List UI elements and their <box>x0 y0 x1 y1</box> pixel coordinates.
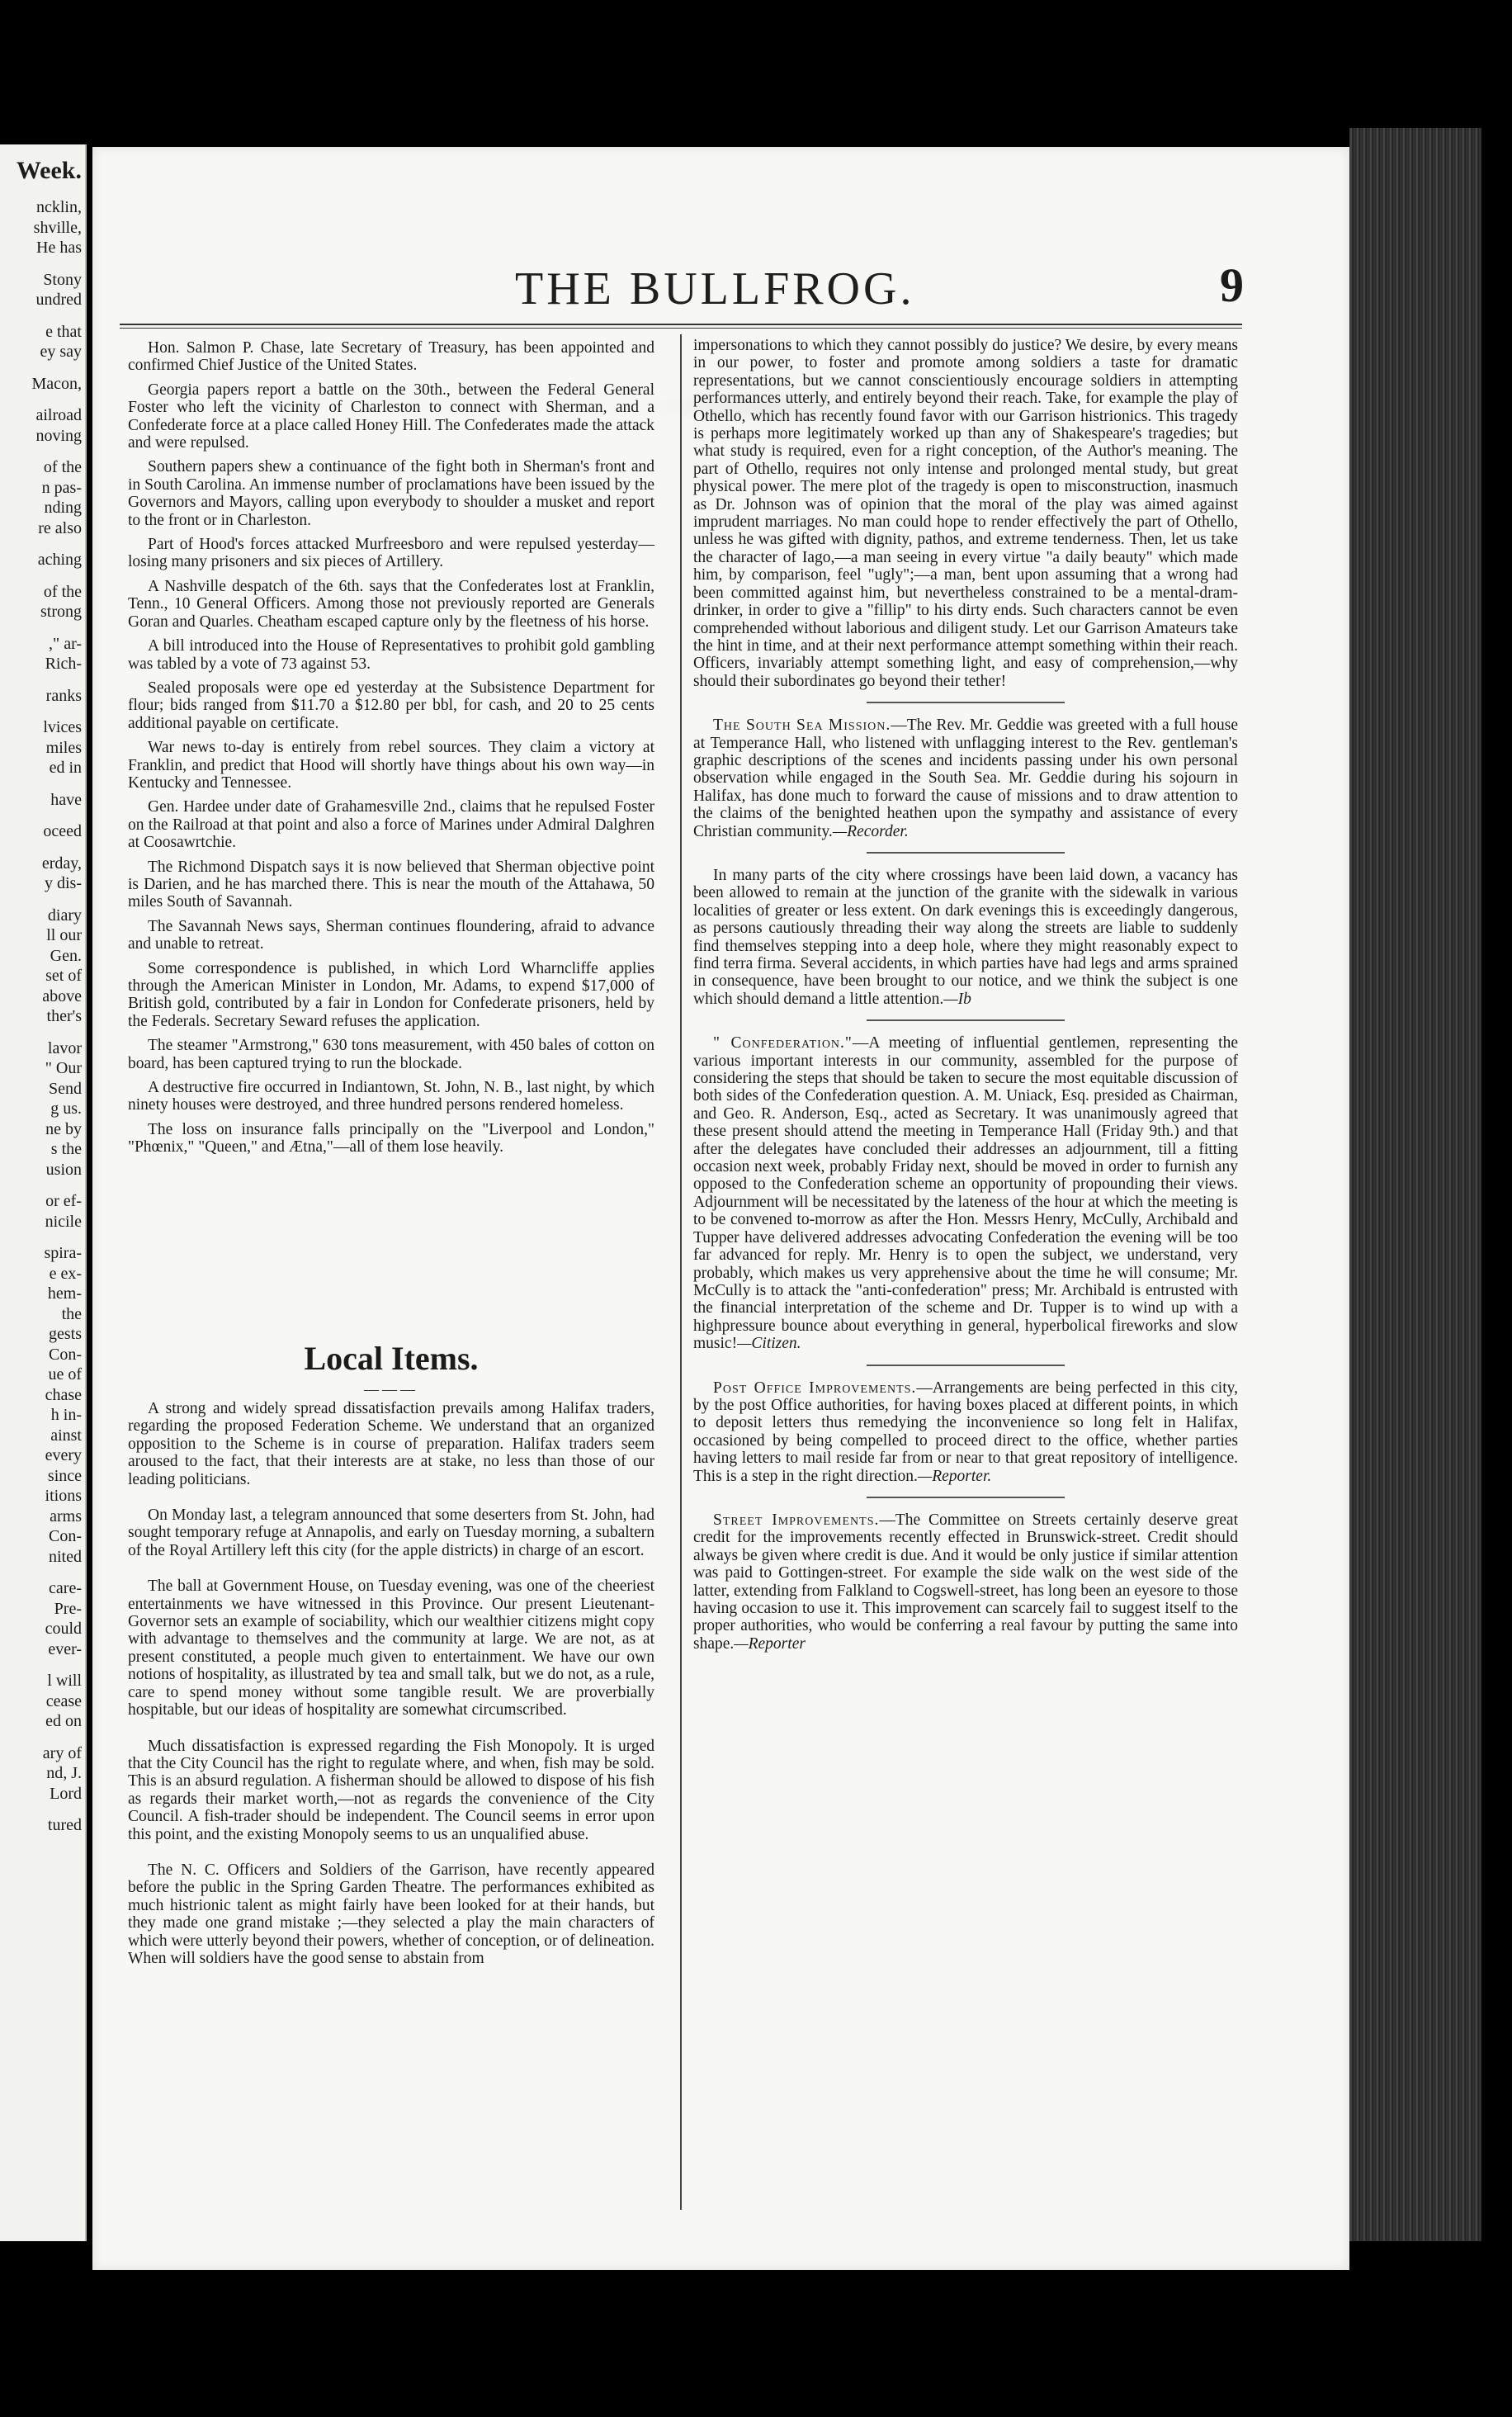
left-page-fragment: undred <box>35 291 82 309</box>
heading-dash: ——— <box>364 1381 418 1398</box>
left-page-fragment: s the <box>50 1140 82 1158</box>
left-page-fragment: since <box>47 1466 82 1485</box>
news-item: War news to-day is entirely from rebel sources. They claim a victory at Franklin, and predict that Hood will shortly have things about his own way—in Kentucky and Tennessee. <box>128 739 654 792</box>
left-page-fragment: chase <box>45 1385 82 1404</box>
left-page-fragment: could <box>45 1620 82 1638</box>
left-page-fragment: care- <box>49 1579 82 1597</box>
article-body: In many parts of the city where crossings have been laid down, a vacancy has been allowed to remain at the junction of the granite with the sidewalk in various localities of greater or less extent. On dark evenings this is exceedingly dangerous, as persons cautiously threading their way along the streets are liable to suddenly find themselves stepping into a deep hole, where they might reasonably expect to find terra firma. Several accidents, in which parties have had legs and arms sprained in consequence, have been brought to our notice, and we think the subject is one which should demand a little attention. <box>693 866 1238 1008</box>
left-page-fragment: of the <box>43 458 82 476</box>
left-page-fragment: of the <box>43 582 82 601</box>
article-body: —Arrangements are being perfected in this city, by the post Office authorities, for having boxes placed at different points, in which to deposit letters thus remedying the inconvenience so long felt in Halifax, occasioned by being compelled to proceed direct to the office, whether parties having letters to mail reside far from or near to that great repository of intelligence. This is a step in the right direction. <box>693 1379 1238 1485</box>
left-page-fragment: ue of <box>48 1365 82 1384</box>
left-page-fragment: nited <box>49 1547 82 1566</box>
article-separator <box>867 1365 1065 1366</box>
left-page-fragment: y dis- <box>45 874 82 892</box>
left-page-fragment: ther's <box>46 1007 82 1025</box>
left-page-fragment: arms <box>50 1506 82 1525</box>
left-page-fragment: tured <box>47 1816 82 1834</box>
left-page-fragment: hem- <box>47 1284 82 1303</box>
news-item: Hon. Salmon P. Chase, late Secretary of Treasury, has been appointed and confirmed Chief Justice of the United States. <box>128 339 654 375</box>
left-page-fragment: Send <box>49 1079 82 1098</box>
article-separator <box>867 1019 1065 1021</box>
left-page-fragment: gests <box>49 1325 82 1343</box>
article-source: —Recorder. <box>832 822 909 840</box>
left-page-fragment: l will <box>47 1672 82 1690</box>
article-source: —Citizen. <box>737 1335 801 1353</box>
news-item: A destructive fire occurred in Indiantown, St. John, N. B., last night, by which ninety houses were destroyed, and three hundred persons rendered homeless. <box>128 1079 654 1114</box>
left-page-fragment: ranks <box>45 686 82 705</box>
page-edges <box>1349 128 1481 2241</box>
article-head: The South Sea Mission. <box>713 717 891 735</box>
left-page-fragment: every <box>45 1446 82 1464</box>
left-page-margin <box>0 144 87 2241</box>
left-page-fragment: have <box>50 790 82 809</box>
left-page-fragment: or ef- <box>45 1192 82 1210</box>
news-item: A bill introduced into the House of Representatives to prohibit gold gambling was tabled by a vote of 73 against 53. <box>128 637 654 673</box>
left-page-fragment: Con- <box>49 1527 82 1545</box>
left-page-fragment: diary <box>47 906 82 925</box>
article-confederation <box>693 1034 1238 1352</box>
local-item: On Monday last, a telegram announced that some deserters from St. John, had sought temporary refuge at Annapolis, and early on Tuesday morning, a subaltern of the Royal Artillery left this city (for the apple districts) in charge of an escort. <box>128 1506 654 1559</box>
article-head: Street Improvements. <box>713 1511 880 1529</box>
continuation-text: impersonations to which they cannot possibly do justice? We desire, by every means in our power, to foster and promote among soldiers a taste for dramatic representations, but we cannot conscientiously encourage soldiers in attempting performances utterly, and entirely beyond their reach. Take, for example the play of Othello, which has recently found favor with our Garrison histrionics. This tragedy is perhaps more legitimately worked up than any of Shakespeare's tragedies; but what study is required, even for a right conception, of the Author's meaning. The part of Othello, requires not only intense and prolonged mental study, but great physical power. The mere plot of the tragedy is open to misconstruction, inasmuch as Dr. Johnson was of opinion that the moral of the play was aimed against imprudent marriages. No man could hope to render effectively the part of Othello, unless he was gifted with dignity, pathos, and extreme tenderness. Then, let us take the character of Iago,—a man seeing in every virtue "a daily beauty" which made him, by comparison, feel "ugly";—a man, bent upon assuming that a wrong had been committed against him, but nevertheless constrained to be a mental-dram-drinker, in order to give a "fillip" to his dirty ends. Such characters cannot be even comprehended without laborious and diligent study. Let our Garrison Amateurs take the hint in time, and at their next performance attempt something within their reach. Officers, invariably attempt something light, and easy of comprehension,—why should their subordinates go beyond their tether! <box>693 337 1238 690</box>
news-item: Part of Hood's forces attacked Murfreesboro and were repulsed yesterday—losing many prisoners and six pieces of Artillery. <box>128 536 654 571</box>
local-item: Much dissatisfaction is expressed regarding the Fish Monopoly. It is urged that the City Council has the right to regulate where, and when, fish may be sold. This is an absurd regulation. A fisherman should be allowed to dispose of his fish as regards their market worth,—not as regards the convenience of the City Council. A fish-trader should be independent. The Council seems in error upon this point, and the existing Monopoly seems to us an unqualified abuse. <box>128 1737 654 1843</box>
left-page-fragment: ailroad <box>35 406 82 424</box>
left-page-fragment: h in- <box>50 1406 82 1424</box>
article-source: —Reporter <box>734 1634 806 1653</box>
left-page-fragment: ncklin, <box>36 198 82 216</box>
left-page-fragment: re also <box>38 518 82 537</box>
article-body: —A meeting of influential gentlemen, representing the various important interests in our community, assembled for the purpose of considering the steps that should be taken to secure the most equitable discussion of both sides of the Confederation question. A. M. Uniack, Esq. presided as Chairman, and Geo. R. Anderson, Esq., acted as Secretary. It was unanimously agreed that these present should attend the meeting in Temperance Hall (Friday 9th.) and that after the delegates have concluded their addresses an adjournment, till a fitting occasion next week, probably Friday next, should be moved in order to furnish any opposed to the Confederation scheme an opportunity of propounding their views. Adjournment will be necessitated by the lateness of the hour at which the meeting is to be convened to-morrow as after the Hon. Messrs Henry, McCully, Archibald and Tupper have delivered addresses advocating Confederation the evening will be too far advanced for reply. Mr. Henry is to open the subject, we understand, very probably, which makes us very apprehensive about the time he will consume; Mr. McCully is to attack the "anti-confederation" press; Mr. Archibald is entrusted with the financial interpretation of the scheme and Dr. Tupper is to wind up with a highpressure bounce about everything in general, hyperbolical fireworks and slow music! <box>693 1034 1238 1353</box>
left-page-fragment: Pre- <box>54 1599 82 1618</box>
news-item: Georgia papers report a battle on the 30th., between the Federal General Foster who left the vicinity of Charleston to connect with Sherman, and a Confederate force at a place called Honey Hill. The Confederates made the attack and were repulsed. <box>128 381 654 452</box>
left-page-fragment: noving <box>35 426 82 445</box>
left-page-fragment: ed on <box>45 1712 82 1730</box>
left-page-fragment: Stony <box>43 270 82 289</box>
left-page-fragment: usion <box>45 1160 82 1179</box>
article-source: —Reporter. <box>917 1467 992 1485</box>
local-items-header <box>128 1339 654 1408</box>
left-page-fragment: Con- <box>49 1345 82 1364</box>
left-page-fragment: e that <box>45 322 82 341</box>
news-item: Gen. Hardee under date of Grahamesville 2nd., claims that he repulsed Foster on the Railroad at that point and also a force of Marines under Admiral Dalghren at Coosawrtchie. <box>128 798 654 852</box>
article-source: —Ib <box>943 990 971 1008</box>
left-page-fragment: the <box>61 1304 82 1323</box>
news-item: Southern papers shew a continuance of the fight both in Sherman's front and in South Carolina. An immense number of proclamations have been issued by the Governors and Mayors, calling upon everybody to shoulder a musket and report to the front or in Charleston. <box>128 458 654 529</box>
left-page-fragment: itions <box>45 1487 82 1505</box>
section-heading: Local Items. <box>304 1340 479 1377</box>
news-item: The loss on insurance falls principally on the "Liverpool and London," "Phœnix," "Queen," and Ætna,"—all of them lose heavily. <box>128 1120 654 1156</box>
masthead: THE BULLFROG. <box>515 263 915 315</box>
left-page-fragment: strong <box>40 603 82 621</box>
left-page-fragment: e ex- <box>49 1264 82 1283</box>
right-column <box>693 337 1238 1659</box>
news-item: Some correspondence is published, in which Lord Wharncliffe applies through the American Minister in London, Mr. Adams, to expend $17,000 of British gold, contributed by a fair in London for Confederate prisoners, held by the Federals. Secretary Seward refuses the application. <box>128 959 654 1030</box>
left-page-fragment: spira- <box>44 1244 82 1262</box>
news-item: The Savannah News says, Sherman continues floundering, afraid to advance and unable to retreat. <box>128 917 654 953</box>
left-page-fragment: ed in <box>49 759 82 777</box>
news-item: Sealed proposals were ope ed yesterday at the Subsistence Department for flour; bids ranged from $11.70 a $12.80 per bbl, for cash, and 20 to 25 cents additional payable on certificate. <box>128 679 654 732</box>
left-page-fragment: Week. <box>16 157 82 184</box>
column-divider <box>680 334 682 2210</box>
left-page-fragment: aching <box>37 551 82 569</box>
left-page-fragment: Macon, <box>31 374 82 393</box>
local-item: The ball at Government House, on Tuesday evening, was one of the cheeriest entertainments we have witnessed in this Province. Our present Lieutenant-Governor sets an example of sociability, which our wealthier citizens might copy with advantage to themselves and the community at large. We are not, as at present constituted, a people much given to entertainment. We have our own notions of hospitality, as illustrated by tea and small talk, but we do not, as a rule, care to spend money without some tangible result. We are proverbially hospitable, but our ideas of hospitality are somewhat circumscribed. <box>128 1577 654 1719</box>
masthead-rule-thin <box>120 328 1242 329</box>
article-street <box>693 1511 1238 1653</box>
left-page-fragment: Gen. <box>50 946 82 965</box>
left-page-fragment: Lord <box>50 1784 82 1803</box>
left-page-fragment: set of <box>45 967 82 985</box>
left-page-fragment: lvices <box>43 718 82 736</box>
local-items-column <box>128 1400 654 1974</box>
local-item: A strong and widely spread dissatisfaction prevails among Halifax traders, regarding the proposed Federation Scheme. We understand that an organized opposition to the Scheme is in course of preparation. Halifax traders seem aroused to the fact, that their interests are at stake, no less than those of our leading politicians. <box>128 1400 654 1488</box>
left-page-fragment: shville, <box>33 218 82 237</box>
masthead-rule <box>120 324 1242 325</box>
left-page-fragment: g us. <box>50 1100 82 1118</box>
left-page-fragment: He has <box>36 239 82 257</box>
left-page-fragment: ," ar- <box>49 634 82 653</box>
article-separator <box>867 1497 1065 1498</box>
news-column <box>128 339 654 1163</box>
left-page-fragment: ll our <box>46 926 82 944</box>
left-page-fragment: ey say <box>40 343 82 361</box>
article-separator <box>867 702 1065 703</box>
page-number: 9 <box>1220 258 1244 312</box>
article-separator <box>867 852 1065 854</box>
left-page-fragment: miles <box>45 738 82 757</box>
left-page-fragment: nicile <box>45 1212 82 1231</box>
article-south-sea <box>693 717 1238 840</box>
article-head: " Confederation." <box>713 1034 853 1052</box>
left-page-fragment: " Our <box>45 1059 82 1077</box>
left-page-fragment: ary of <box>42 1743 82 1762</box>
article-head: Post Office Improvements. <box>713 1379 917 1397</box>
article-crossings <box>693 867 1238 1008</box>
left-page-fragment: cease <box>45 1691 82 1710</box>
news-item: A Nashville despatch of the 6th. says that the Confederates lost at Franklin, Tenn., 10 General Officers. Among those not previously reported are Generals Goran and Quarles. Cheatham escaped capture only by the fleetness of his horse. <box>128 577 654 631</box>
left-page-fragment: above <box>42 986 82 1005</box>
left-page-fragment: nd, J. <box>46 1764 82 1782</box>
left-page-fragment: ever- <box>48 1639 82 1658</box>
left-page-fragment: n pas- <box>41 478 82 497</box>
left-page-fragment: ainst <box>50 1426 82 1445</box>
news-item: The steamer "Armstrong," 630 tons measurement, with 450 bales of cotton on board, has been captured trying to run the blockade. <box>128 1037 654 1072</box>
news-item: The Richmond Dispatch says it is now believed that Sherman objective point is Darien, and he has marched there. This is near the mouth of the Attahawa, 50 miles South of Savannah. <box>128 858 654 911</box>
left-page-fragment: nding <box>44 499 82 517</box>
local-item: The N. C. Officers and Soldiers of the Garrison, have recently appeared before the public in the Spring Garden Theatre. The performances exhibited as much histrionic talent as might fairly have been looked for at their hands, but they made one grand mistake ;—they selected a play the main characters of which were utterly beyond their powers, whether of conception, or of delineation. When will soldiers have the good sense to abstain from <box>128 1861 654 1967</box>
article-body: —The Committee on Streets certainly deserve great credit for the improvements recently effected in Brunswick-street. Credit should always be given where credit is due. And it would be only justice if similar attention was paid to Gottingen-street. For example the side walk on the west side of the latter, extending from Falkland to Cogswell-street, has long been an eyesore to those having occasion to use it. This improvement can scarcely fail to suggest itself to the proper authorities, who would be conferring a real favour by putting the same into shape. <box>693 1511 1238 1653</box>
left-page-fragment: ne by <box>45 1119 82 1138</box>
left-page-fragment: lavor <box>47 1038 82 1057</box>
article-post-office <box>693 1379 1238 1485</box>
left-page-fragment: erday, <box>41 854 82 873</box>
left-page-fragment: Rich- <box>45 655 82 673</box>
article-body: —The Rev. Mr. Geddie was greeted with a full house at Temperance Hall, who listened with unflagging interest to the Rev. gentleman's graphic descriptions of the scenes and incidents passing under his own personal observation while engaged in the South Sea. Mr. Geddie during his sojourn in Halifax, has done much to forward the cause of missions and to draw attention to the claims of the benighted heathen upon the sympathy and assistance of every Christian community. <box>693 717 1238 840</box>
left-page-fragment: oceed <box>43 822 82 840</box>
